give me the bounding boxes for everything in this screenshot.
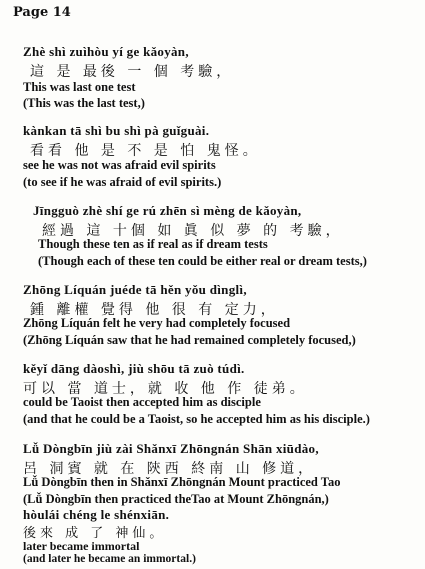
gloss-line: Lǚ Dòngbīn then in Shǎnxī Zhōngnán Mount practiced Tao xyxy=(23,475,341,489)
translation-line: (and that he could be a Taoist, so he accepted him as his disciple.) xyxy=(23,412,370,426)
gloss-line: This was last one test xyxy=(23,80,136,94)
chinese-line: 鍾 離權 覺得 他 很 有 定力， xyxy=(30,302,279,318)
gloss-line: later became immortal xyxy=(23,539,140,553)
translation-line: (to see if he was afraid of evil spirits.) xyxy=(23,175,222,189)
gloss-line: Zhōng Líquán felt he very had completely focused xyxy=(23,316,291,330)
pinyin-line: Zhè shì zuìhòu yí ge kǎoyàn, xyxy=(23,44,189,59)
gloss-line: Though these ten as if real as if dream tests xyxy=(38,237,268,251)
pinyin-line: Zhōng Líquán juéde tā hěn yǒu dìnglì, xyxy=(23,282,247,297)
chinese-line: 經過 這 十個 如 眞 似 夢 的 考驗， xyxy=(42,223,344,239)
translation-line: (This was the last test,) xyxy=(23,96,145,110)
chinese-line: 可以 當 道士，就 收 他 作 徒弟。 xyxy=(23,381,308,397)
page-number: Page 14 xyxy=(13,5,71,20)
pinyin-line: kěyǐ dāng dàoshì, jiù shōu tā zuò túdì. xyxy=(23,361,245,376)
chinese-line: 這 是 最後 一 個 考驗， xyxy=(30,64,235,80)
translation-line: (and later he became an immortal.) xyxy=(23,553,196,565)
pinyin-line: kànkan tā shì bu shì pà guǐguài. xyxy=(23,123,210,138)
chinese-line: 看看 他 是 不 是 怕 鬼怪。 xyxy=(30,143,261,159)
translation-line: (Though each of these ten could be either real or dream tests,) xyxy=(38,254,367,268)
gloss-line: see he was not was afraid evil spirits xyxy=(23,158,216,172)
translation-line: (Zhōng Líquán saw that he had remained completely focused,) xyxy=(23,333,356,347)
pinyin-line: Lǚ Dòngbīn jiù zài Shǎnxī Zhōngnán Shān xiūdào, xyxy=(23,441,319,456)
pinyin-line: Jīngguò zhè shí ge rú zhēn sì mèng de kǎoyàn, xyxy=(33,203,302,218)
pinyin-line: hòulái chéng le shénxiān. xyxy=(23,507,170,522)
gloss-line: could be Taoist then accepted him as disciple xyxy=(23,395,261,409)
translation-line: (Lǚ Dòngbīn then practiced theTao at Mount Zhōngnán,) xyxy=(23,492,329,506)
chinese-line: 呂 洞賓 就 在 陝西 終南 山 修道， xyxy=(23,461,317,477)
chinese-line: 後來 成 了 神仙。 xyxy=(23,526,167,541)
